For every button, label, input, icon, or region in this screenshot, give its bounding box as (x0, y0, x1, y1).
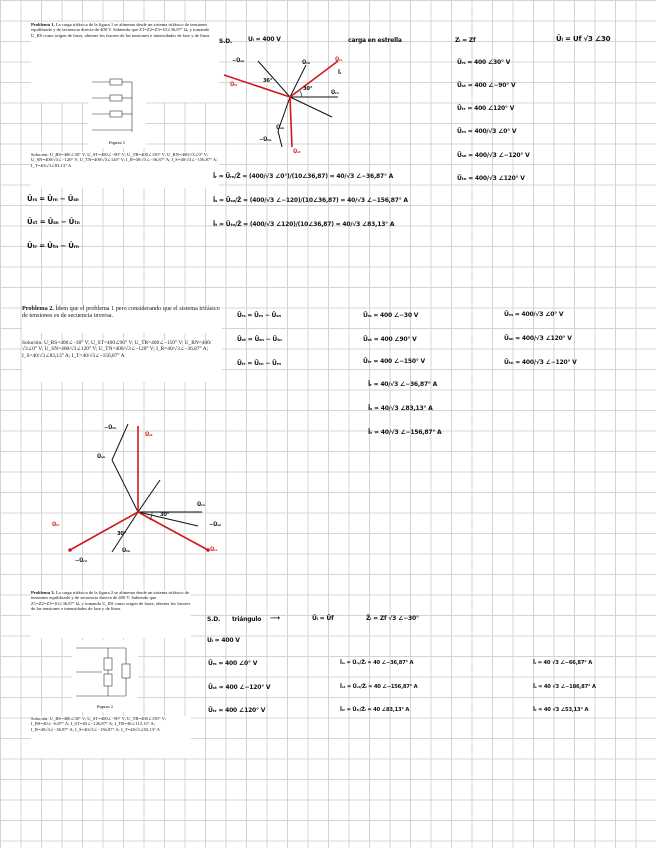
problem1-solution: Solución: U_RS=400∠30° V; U_ST=400∠−90° V; U_TR=400∠150° V; U_RN=400/√3∠0° V; U_SN=400/√3∠−120° V; U_TN=400/√3∠120° V; I_R=40/√3∠−36,87° A; I_S=40/√3∠−156,87° A; I_T=40/√3∠83,13° A (31, 152, 219, 188)
p2-lbl-ang30: 30° (160, 512, 170, 518)
p2-eq-ust: Ūₛₜ = Ūₛₙ − Ūₜₙ (237, 336, 282, 343)
problem2-solution: Solución: U_RS=400∠−30° V; U_ST=400∠90° V; U_TR=400∠−150° V; U_RN=400/√3∠0° V; U_SN=400/√3∠120° V; U_TN=400/√3∠−120° V; I_R=40/√3∠−36,87° A; I_S=40/√3∠83,13° A; I_T=40/√3∠−156,87° A (22, 340, 222, 382)
problem2-label: Problema 2. (22, 305, 54, 312)
p2-lbl-msn: −Ūₛₙ (209, 522, 222, 528)
p1-lbl-utr: Ūₜᵣ (230, 82, 238, 88)
p1-lbl-urs: Ūᵣₛ (335, 57, 343, 63)
p1-lbl-isn: Ūₛₙ (276, 125, 284, 131)
p2-i-r: Īᵣ = 40/√3 ∠−36,87° A (368, 381, 438, 388)
p3-i-tr: Īₜᵣ = Ūₜᵣ/Z̄ₗ = 40 ∠83,13° A (340, 707, 410, 713)
p1-carga: carga en estrella (348, 37, 402, 44)
figure1-caption: Figura 1 (108, 140, 126, 145)
p1-lbl-ir: Īᵣ (338, 70, 342, 76)
p2-pv-urn: Ūᵣₙ = 400/√3 ∠0° V (504, 311, 564, 318)
p2-lbl-urn: Ūᵣₙ (197, 502, 205, 508)
p1-v-urs: Ūᵣₛ = 400 ∠30° V (457, 59, 511, 66)
p1-sd: S.D. (219, 38, 233, 45)
p3-tri: triángulo (232, 616, 262, 623)
figure2-circuit (72, 640, 138, 704)
problem3-label: Problema 3. (31, 590, 55, 595)
p1-v-urn: Ūᵣₙ = 400/√3 ∠0° V (457, 128, 517, 135)
p2-v-utr: Ūₜᵣ = 400 ∠−150° V (363, 358, 425, 365)
p1-eq-ust: Ūₛₜ = Ūₛₙ − Ūₜₙ (27, 218, 80, 226)
p1-lbl-ang36: 36° (263, 78, 273, 84)
p2-pv-utn: Ūₜₙ = 400/√3 ∠−120° V (504, 359, 577, 366)
problem2-text: Ídem que el problema 1 pero considerando que el sistema trifásico de tensiones es de secuencia inversa. (22, 305, 220, 320)
problem3-solution: Solución: U_RS=400∠30° V; U_ST=400∠−90° V; U_TR=400∠150° V; I_RS=40∠−6,87° A; I_ST=40∠−126,87° A; I_TR=40∠113,13° A; I_R=40√3∠−36,87° A; I_S=40√3∠−156,87° A; I_T=40√3∠83,13° A (31, 716, 191, 758)
p2-lbl-mtn: −Ūₜₙ (104, 425, 117, 431)
p1-eq-utr: Ūₜᵣ = Ūₜₙ − Ūᵣₙ (27, 242, 79, 250)
p3-i-s: Īₛ = 40 √3 ∠−186,87° A (533, 684, 596, 690)
p2-lbl-utr: Ūₜᵣ (52, 522, 60, 528)
p1-lbl-ang30: 30° (303, 86, 313, 92)
p3-v-utr: Ūₜᵣ = 400 ∠120° V (208, 707, 266, 714)
p2-lbl-ust: Ūₛₜ (145, 432, 153, 438)
p1-zl: Zₗ = Zf (455, 37, 476, 44)
figure2 (72, 640, 138, 712)
p1-ul: Uₗ = 400 V (248, 36, 281, 43)
p1-lbl-itn: Ūₜₙ (302, 60, 310, 66)
p2-lbl-urs: Ūᵣₛ (210, 547, 218, 553)
p3-sd: S.D. (207, 616, 221, 623)
p1-v-usn: Ūₛₙ = 400/√3 ∠−120° V (457, 152, 530, 159)
p1-eq-urs: Ūᵣₛ = Ūᵣₙ − Ūₛₙ (27, 195, 79, 203)
p1-uf: Ūₗ = Uf √3 ∠30 (556, 35, 611, 43)
p1-lbl-ust: Ūₛₜ (293, 149, 301, 155)
p3-i-t: Īₜ = 40 √3 ∠53,13° A (533, 707, 589, 713)
p3-v-ust: Ūₛₜ = 400 ∠−120° V (208, 684, 271, 691)
p1-v-utn: Ūₜₙ = 400/√3 ∠120° V (457, 175, 525, 182)
problem1-label: Problema 1. (31, 22, 55, 27)
p3-i-st: Īₛₜ = Ūₛₜ/Z̄ₗ = 40 ∠−156,87° A (340, 684, 418, 690)
p1-lbl-usn: −Ūₛₙ (232, 58, 245, 64)
p3-zl: Z̄ₗ = Zf √3 ∠−30° (366, 615, 419, 622)
p3-arrow: ⟶ (270, 614, 280, 622)
p3-i-rs: Īᵣₛ = Ūᵣₛ/Z̄ₗ = 40 ∠−36,87° A (340, 660, 414, 666)
p1-v-utr: Ūₜᵣ = 400 ∠120° V (457, 105, 515, 112)
problem2-statement (22, 305, 222, 333)
p2-lbl-utn: Ūₜₙ (122, 548, 130, 554)
p1-v-ust: Ūₛₜ = 400 ∠−90° V (457, 82, 516, 89)
problem3-statement (31, 590, 191, 638)
p2-pv-usn: Ūₛₙ = 400/√3 ∠120° V (504, 335, 572, 342)
p1-i-t: Īₜ = Ūₜₙ/Z̄ = (400/√3 ∠120)/(10∠36,87) = 40/√3 ∠83,13° A (213, 221, 395, 228)
p2-eq-utr: Ūₜᵣ = Ūₜₙ − Ūᵣₙ (237, 360, 281, 367)
p2-v-ust: Ūₛₜ = 400 ∠90° V (363, 336, 417, 343)
p1-i-r: Īᵣ = Ūᵣₙ/Z̄ = (400/√3 ∠0°)/(10∠36,87) = 40/√3 ∠−36,87° A (213, 173, 394, 180)
problem1-text: La carga trifásica de la figura 1 se alimenta desde un sistema trifásico de tensiones equilibrado y de secuencia directa de 400 V. Sabiendo que Z1=Z2=Z3=10∠36,87° Ω, y tomando U_RS como origen de fases, obtener los fasores de las tensiones e intensidades de fase y de línea. (31, 22, 211, 38)
p1-i-s: Īₛ = Ūₛₙ/Z̄ = (400/√3 ∠−120)/(10∠36,87) = 40/√3 ∠−156,87° A (213, 197, 408, 204)
p3-v-urs: Ūᵣₛ = 400 ∠0° V (208, 660, 258, 667)
p1-lbl-urn: Ūᵣₙ (331, 90, 339, 96)
p1-phasor-diagram (220, 55, 350, 155)
problem3-text: La carga trifásica de la figura 2 se alimenta desde un sistema trifásico de tensiones equilibrado y de secuencia directa de 400 V. Sabiendo que Z1=Z2=Z3=10∠36,87° Ω, y tomando U_RS como origen de fases, obtener los fasores de las tensiones e intensidades de fase y de línea. (31, 590, 191, 612)
p1-lbl-itn2: −Ūₜₙ (259, 137, 272, 143)
p2-v-urs: Ūᵣₛ = 400 ∠−30 V (363, 312, 419, 319)
p3-ul-uf: Ūₗ = Ūf (312, 615, 334, 622)
p2-lbl-mrn: −Ūᵣₙ (75, 558, 87, 564)
p2-lbl-ang30b: 30° (117, 531, 127, 537)
p2-lbl-usn: Ūₛₙ (97, 454, 105, 460)
figure1 (88, 72, 146, 148)
p2-eq-urs: Ūᵣₛ = Ūᵣₙ − Ūₛₙ (237, 312, 281, 319)
p3-i-r: Īᵣ = 40 √3 ∠−66,87° A (533, 660, 593, 666)
p2-i-s: Īₛ = 40/√3 ∠83,13° A (368, 405, 433, 412)
p3-ul: Uₗ = 400 V (207, 637, 240, 644)
p2-i-t: Īₜ = 40/√3 ∠−156,87° A (368, 429, 442, 436)
figure2-caption: Figura 2 (96, 704, 114, 709)
figure1-circuit (88, 72, 146, 142)
